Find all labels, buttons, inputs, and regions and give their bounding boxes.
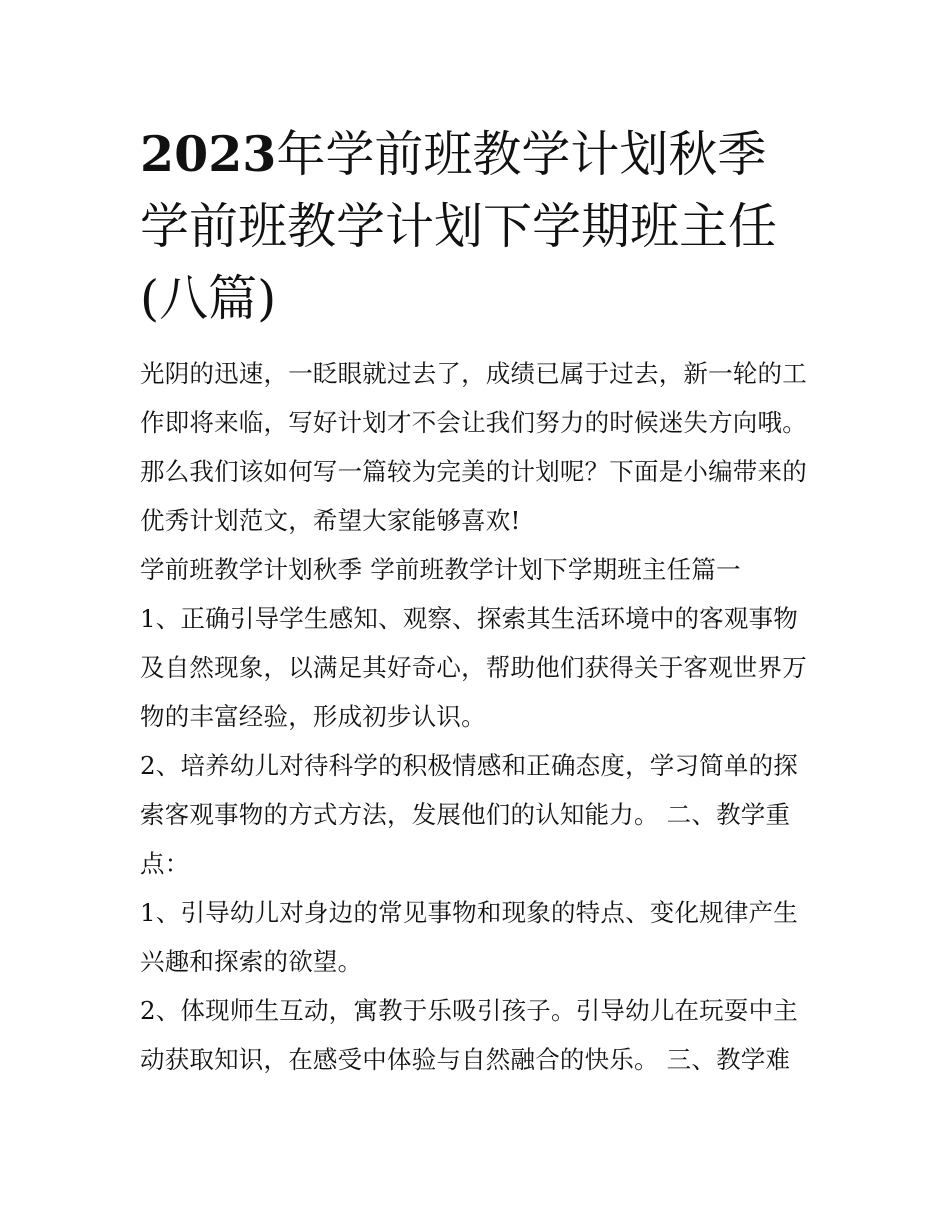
title-line-1: [140, 118, 820, 191]
goal-item-1: 1、正确引导学生感知、观察、探索其生活环境中的客观事物及自然现象，以满足其好奇心，帮助他们获得关于客观世界万物的丰富经验，形成初步认识。: [140, 604, 807, 731]
document-body: [140, 118, 820, 1084]
intro-paragraph: 光阴的迅速，一眨眼就过去了，成绩已属于过去，新一轮的工作即将来临，写好计划才不会让我们努力的时候迷失方向哦。那么我们该如何写一篇较为完美的计划呢？下面是小编带来的优秀计划范文，希望大家能够喜欢!: [140, 359, 807, 535]
title-year: 2023: [140, 125, 277, 183]
title-line-3: (八篇): [140, 270, 277, 327]
title-line-2: 学前班教学计划下学期班主任: [140, 198, 778, 255]
goal-item-2: 2、培养幼儿对待科学的积极情感和正确态度，学习简单的探索客观事物的方式方法，发展他们的认知能力。 二、教学重点：: [140, 751, 798, 878]
document-title: [140, 118, 820, 335]
section-heading: 学前班教学计划秋季 学前班教学计划下学期班主任篇一: [140, 555, 741, 584]
key-point-item-1: 1、引导幼儿对身边的常见事物和现象的特点、变化规律产生兴趣和探索的欲望。: [140, 898, 798, 976]
title-line-1-text: 年学前班教学计划秋季: [276, 126, 767, 183]
key-point-item-2: 2、体现师生互动，寓教于乐吸引孩子。引导幼儿在玩耍中主动获取知识，在感受中体验与自然融合的快乐。 三、教学难: [140, 996, 798, 1074]
